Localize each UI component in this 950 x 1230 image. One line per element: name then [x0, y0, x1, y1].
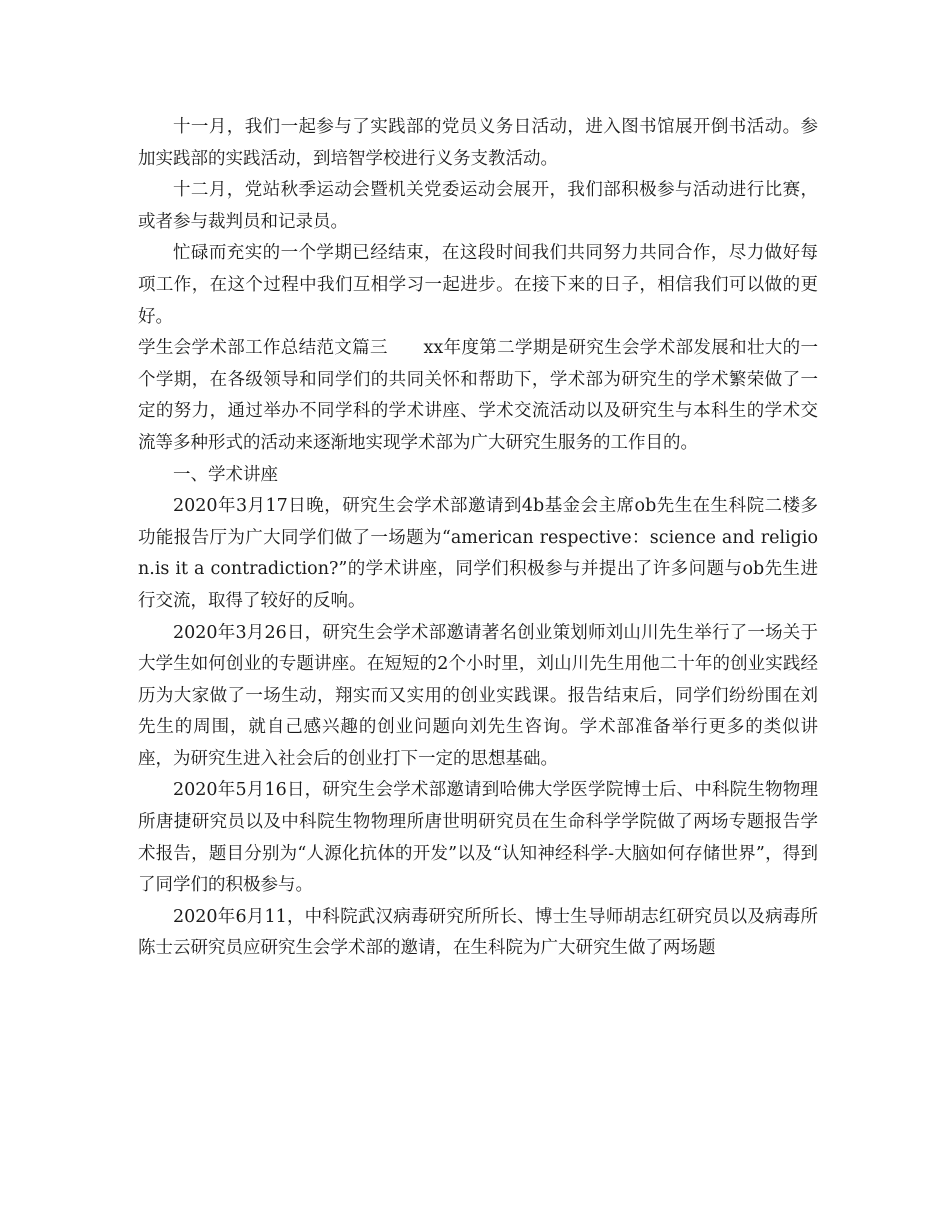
paragraph-lecture-march-26: 2020年3月26日，研究生会学术部邀请著名创业策划师刘山川先生举行了一场关于大学生如何创业的专题讲座。在短短的2个小时里，刘山川先生用他二十年的创业实践经历为大家做了一场生动，翔实而又实用的创业实践课。报告结束后，同学们纷纷围在刘先生的周围，就自己感兴趣的创业问题向刘先生咨询。学术部准备举行更多的类似讲座，为研究生进入社会后的创业打下一定的思想基础。 — [138, 622, 818, 769]
paragraph-lecture-may-16: 2020年5月16日，研究生会学术部邀请到哈佛大学医学院博士后、中科院生物物理所唐捷研究员以及中科院生物物理所唐世明研究员在生命科学学院做了两场专题报告学术报告，题目分别为“人源化抗体的开发”以及“认知神经科学-大脑如何存储世界”，得到了同学们的积极参与。 — [138, 780, 818, 896]
document-body — [138, 112, 818, 965]
section-heading-academic-lectures: 一、学术讲座 — [173, 464, 278, 485]
paragraph-november: 十一月，我们一起参与了实践部的党员义务日活动，进入图书馆展开倒书活动。参加实践部的实践活动，到培智学校进行义务支教活动。 — [138, 117, 818, 169]
paragraph-lecture-june-11: 2020年6月11，中科院武汉病毒研究所所长、博士生导师胡志红研究员以及病毒所陈士云研究员应研究生会学术部的邀请，在生科院为广大研究生做了两场题 — [138, 906, 818, 959]
paragraph-semester-summary: 忙碌而充实的一个学期已经结束，在这段时间我们共同努力共同合作，尽力做好每项工作，在这个过程中我们互相学习一起进步。在接下来的日子，相信我们可以做的更好。 — [138, 243, 818, 327]
paragraph-december: 十二月，党站秋季运动会暨机关党委运动会展开，我们部积极参与活动进行比赛，或者参与裁判员和记录员。 — [138, 180, 818, 232]
paragraph-lecture-march-17: 2020年3月17日晚，研究生会学术部邀请到4b基金会主席ob先生在生科院二楼多功能报告厅为广大同学们做了一场题为“american respective：science and religion.is it a contradiction?”的学术讲座，同学们积极参与并提出了许多问题与ob先生进行交流，取得了较好的反响。 — [138, 496, 818, 611]
paragraph-article-three-intro: 学生会学术部工作总结范文篇三 xx年度第二学期是研究生会学术部发展和壮大的一个学期，在各级领导和同学们的共同关怀和帮助下，学术部为研究生的学术繁荣做了一定的努力，通过举办不同学科的学术讲座、学术交流活动以及研究生与本科生的学术交流等多种形式的活动来逐渐地实现学术部为广大研究生服务的工作目的。 — [138, 338, 818, 453]
